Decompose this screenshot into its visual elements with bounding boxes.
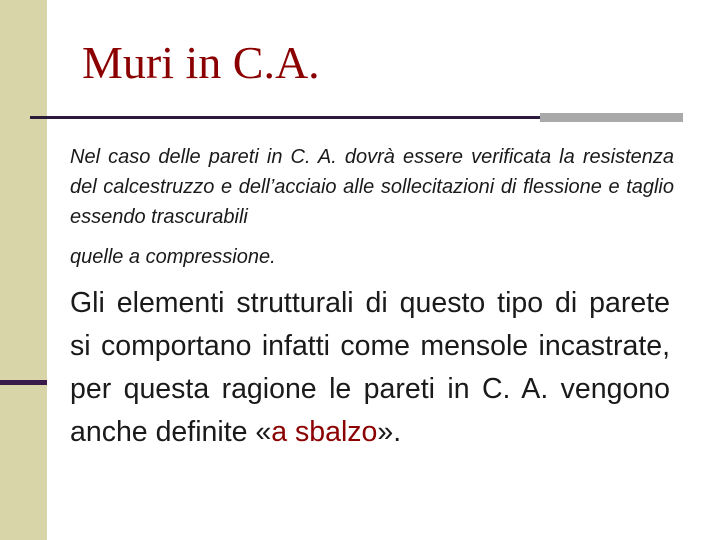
paragraph-intro-end: quelle a compressione. [70,246,276,268]
paragraph-main-text: Gli elementi strutturali di questo tipo di parete si comportano infatti come mensole incastrate, per questa ragione le pareti in C. A. vengono anche definite « [70,287,670,448]
paragraph-intro [70,142,674,272]
paragraph-main [70,282,670,454]
left-accent-bar [0,380,47,385]
title-underline-accent [540,113,683,122]
title-underline [30,116,540,119]
highlight-a-sbalzo: a sbalzo [271,416,378,448]
paragraph-main-end: ». [377,416,402,448]
left-decorative-band [0,0,47,540]
slide-title: Muri in C.A. [82,37,320,88]
paragraph-intro-text: Nel caso delle pareti in C. A. dovrà essere verificata la resistenza del calcestruzzo e dell’acciaio alle sollecitazioni di flessione e taglio essendo trascurabili [70,146,674,228]
